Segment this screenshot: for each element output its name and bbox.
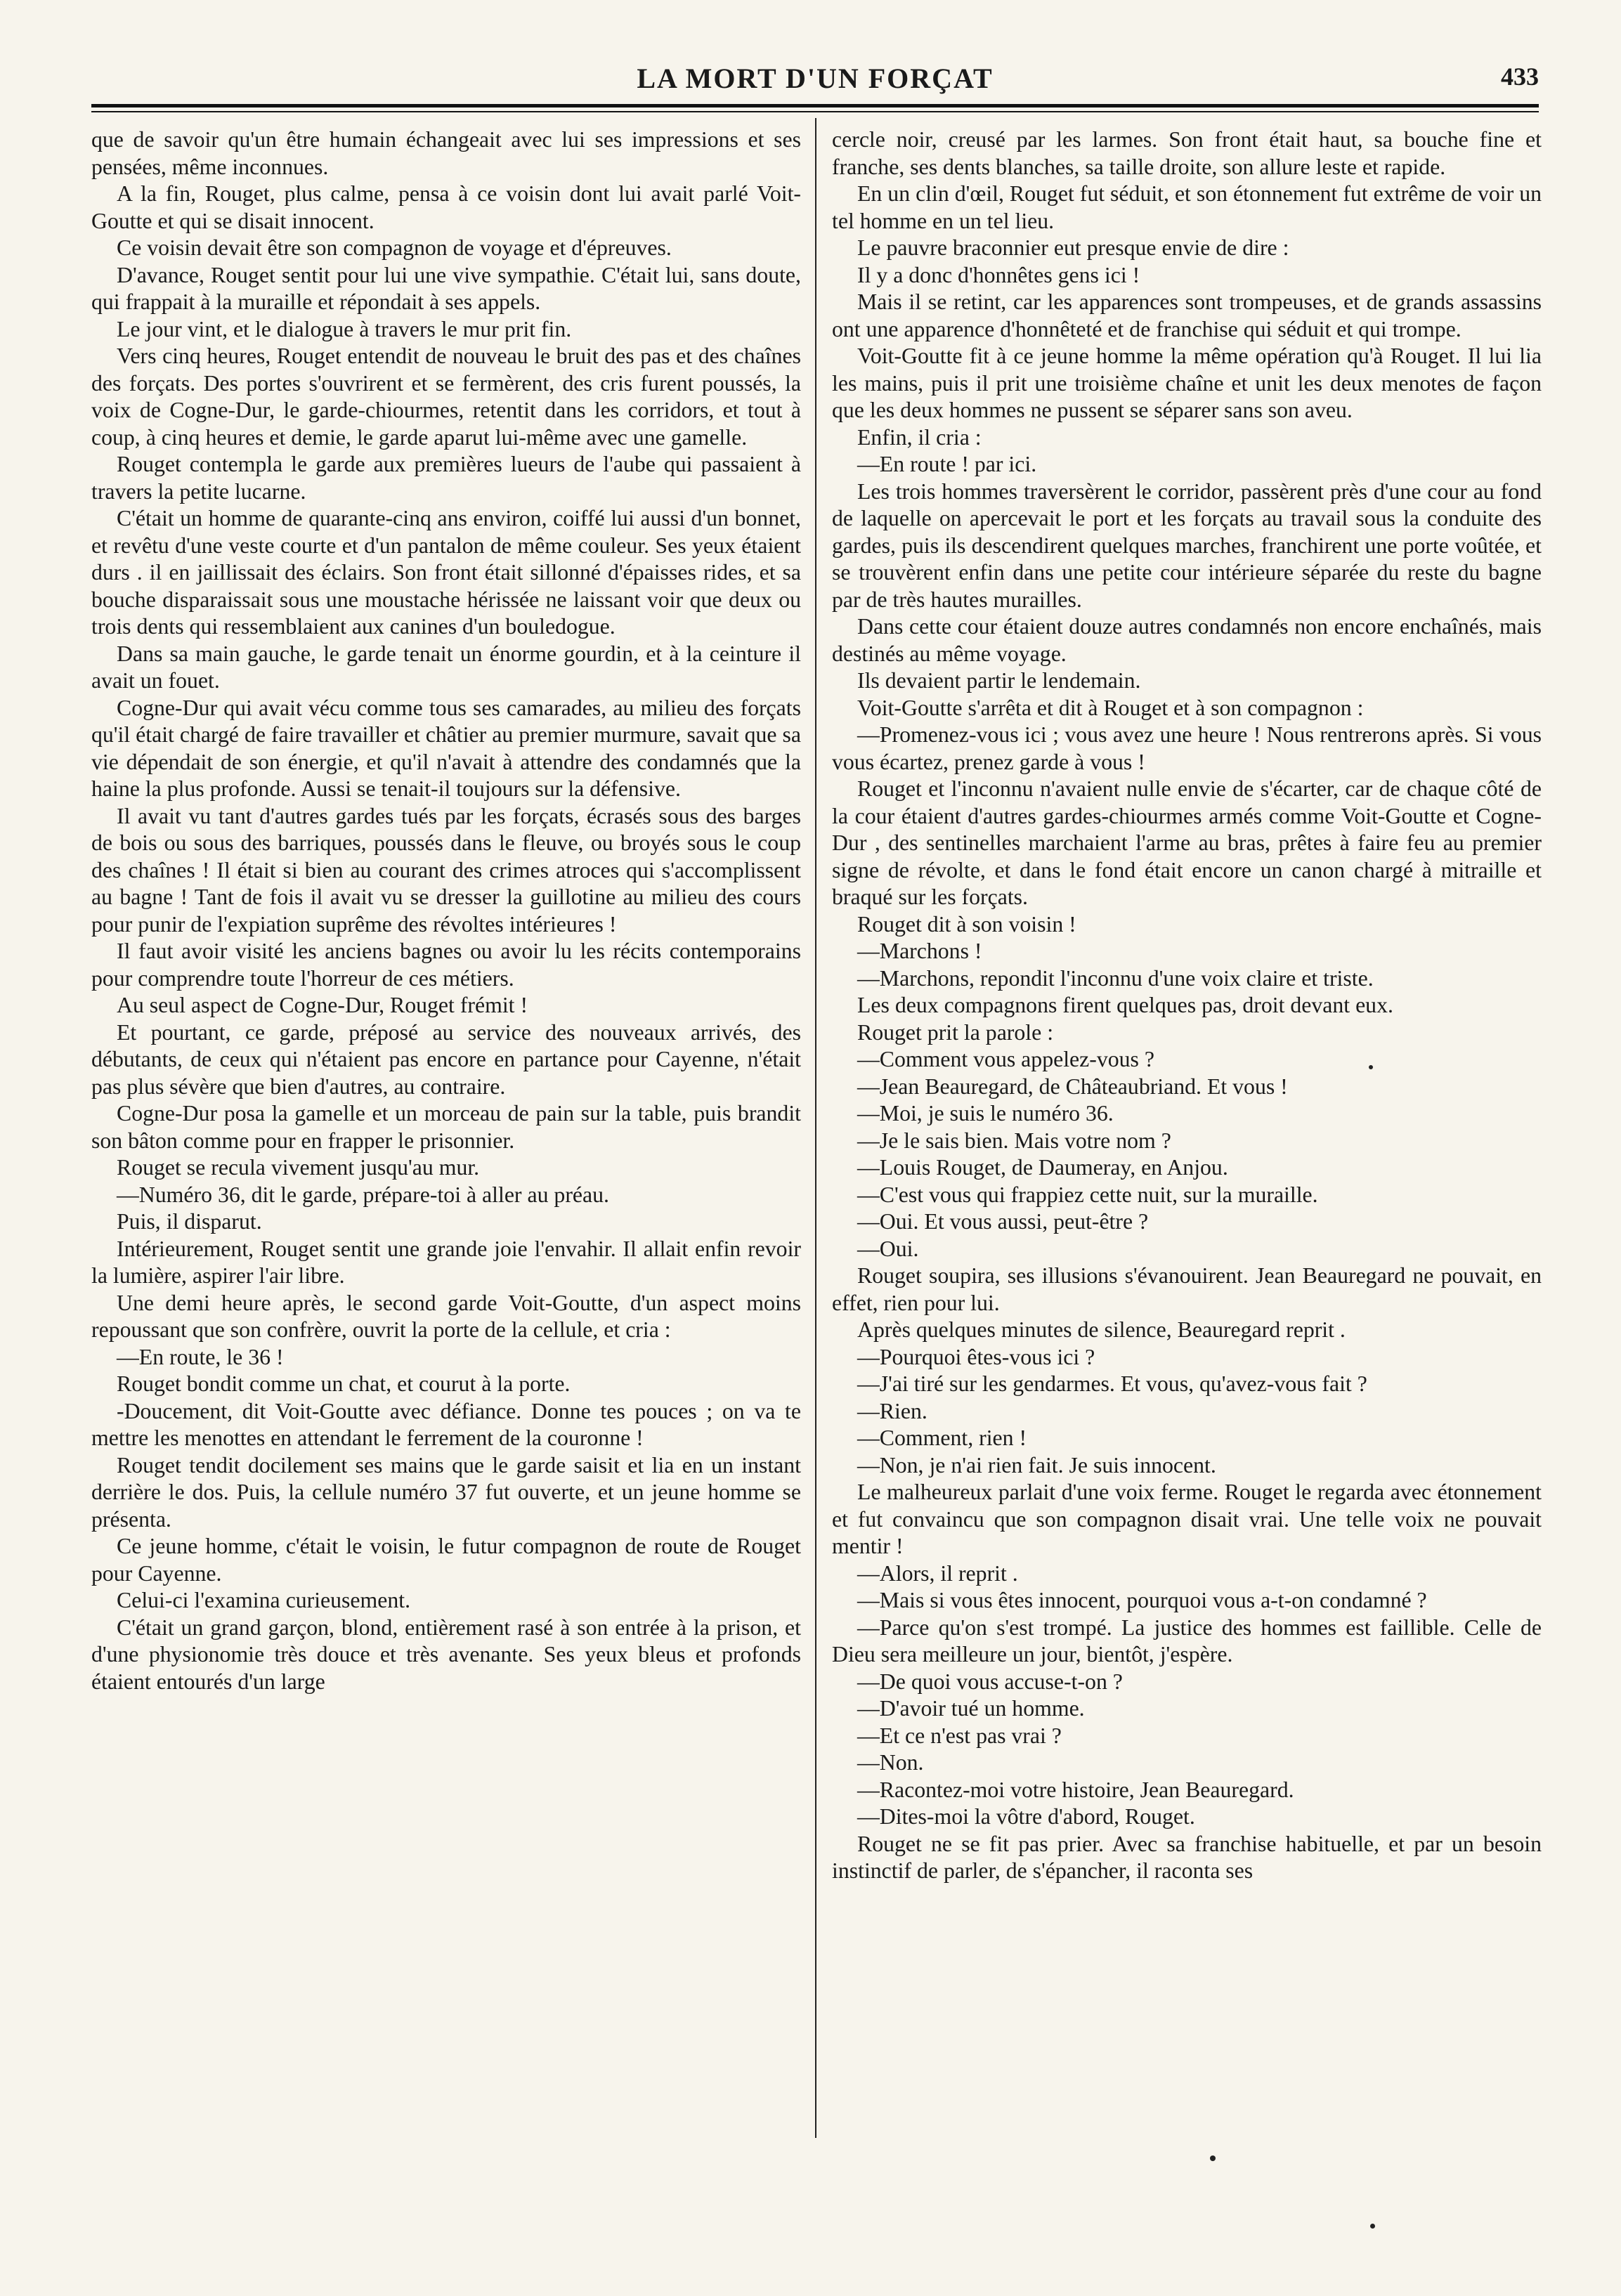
print-speck: [1369, 1065, 1373, 1069]
paragraph: —Non.: [857, 1750, 924, 1775]
paragraph: —Louis Rouget, de Daumeray, en Anjou.: [857, 1155, 1228, 1180]
paragraph: —Marchons !: [857, 939, 982, 963]
column-divider: [815, 118, 816, 2138]
paragraph: —Moi, je suis le numéro 36.: [857, 1101, 1114, 1126]
paragraph: —J'ai tiré sur les gendarmes. Et vous, qu'avez-vous fait ?: [857, 1371, 1367, 1396]
paragraph: Rouget et l'inconnu n'avaient nulle envie de s'écarter, car de chaque côté de la cour étaient d'autres gardes-chiourmes armés comme Voit-Goutte et Cogne-Dur , des sentinelles marchaient l'arme au bras, prêtes à faire feu au premier signe de révolte, et dans le fond était encore un canon chargé à mitraille et braqué sur les forçats.: [832, 776, 1542, 909]
paragraph: A la fin, Rouget, plus calme, pensa à ce voisin dont lui avait parlé Voit-Goutte et qui se disait innocent.: [91, 181, 801, 233]
paragraph: D'avance, Rouget sentit pour lui une vive sympathie. C'était lui, sans doute, qui frappait à la muraille et répondait à ses appels.: [91, 262, 801, 314]
paragraph: —Jean Beauregard, de Châteaubriand. Et vous !: [857, 1074, 1288, 1099]
paragraph: Rouget tendit docilement ses mains que le garde saisit et lia en un instant derrière le dos. Puis, la cellule numéro 37 fut ouverte, et un jeune homme se présenta.: [91, 1452, 801, 1532]
paragraph: —Alors, il reprit .: [857, 1560, 1018, 1586]
paragraph: Ce jeune homme, c'était le voisin, le futur compagnon de route de Rouget pour Cayenne.: [91, 1534, 801, 1586]
paragraph: cercle noir, creusé par les larmes. Son front était haut, sa bouche fine et franche, ses dents blanches, sa taille droite, son allure leste et rapide.: [832, 127, 1542, 179]
paragraph: Une demi heure après, le second garde Voit-Goutte, d'un aspect moins repoussant que son confrère, ouvrit la porte de la cellule, et cria :: [91, 1290, 801, 1342]
paragraph: Au seul aspect de Cogne-Dur, Rouget frémit !: [117, 993, 528, 1017]
paragraph: Cogne-Dur qui avait vécu comme tous ses camarades, au milieu des forçats qu'il était chargé de faire travailler et châtier au premier murmure, savait que sa vie dépendait de son énergie, et qu'il n'avait à attendre des condamnés que la haine la plus profonde. Aussi se tenait-il toujours sur la défensive.: [91, 695, 801, 801]
paragraph: Vers cinq heures, Rouget entendit de nouveau le bruit des pas et des chaînes des forçats. Des portes s'ouvrirent et se fermèrent, des cris furent poussés, la voix de Cogne-Dur, le garde-chiourmes, retentit dans les corridors, et tout à coup, à cinq heures et demie, le garde aparut lui-même avec une gamelle.: [91, 344, 801, 450]
paragraph: Le pauvre braconnier eut presque envie de dire :: [857, 235, 1289, 260]
paragraph: —Dites-moi la vôtre d'abord, Rouget.: [857, 1804, 1195, 1829]
paragraph: —Rien.: [857, 1398, 927, 1423]
paragraph: Enfin, il cria :: [857, 424, 982, 450]
page-title: LA MORT D'UN FORÇAT: [637, 63, 994, 94]
paragraph: —Numéro 36, dit le garde, prépare-toi à aller au préau.: [117, 1182, 609, 1207]
header-rule-thick: [91, 104, 1539, 107]
paragraph: Ils devaient partir le lendemain.: [857, 668, 1141, 693]
paragraph: Il avait vu tant d'autres gardes tués par les forçats, écrasés sous des barges de bois ou sous des barriques, poussés dans le fleuve, ou broyés sous le coup des chaînes ! Il était si bien au courant des crimes atroces qui s'accomplissent au bagne ! Tant de fois il avait vu se dresser la guillotine au milieu des cours pour punir de l'expiation suprême des révoltes intérieures !: [91, 803, 801, 937]
paragraph: Dans sa main gauche, le garde tenait un énorme gourdin, et à la ceinture il avait un fouet.: [91, 641, 801, 693]
paragraph: —Je le sais bien. Mais votre nom ?: [857, 1128, 1171, 1153]
paragraph: —C'est vous qui frappiez cette nuit, sur la muraille.: [857, 1182, 1318, 1207]
paragraph: Rouget bondit comme un chat, et courut à la porte.: [117, 1371, 571, 1396]
left-column: [91, 126, 801, 1695]
paragraph: Puis, il disparut.: [117, 1209, 262, 1234]
paragraph: —De quoi vous accuse-t-on ?: [857, 1669, 1123, 1694]
paragraph: Rouget dit à son voisin !: [857, 911, 1076, 937]
paragraph: —Non, je n'ai rien fait. Je suis innocent.: [857, 1452, 1216, 1478]
paragraph: C'était un homme de quarante-cinq ans environ, coiffé lui aussi d'un bonnet, et revêtu d'une veste courte et d'un pantalon de même couleur. Ses yeux étaient durs . il en jaillissait des éclairs. Son front était sillonné d'épaisses rides, et sa bouche disparaissait sous une moustache hérissée ne laissant voir que deux ou trois dents qui ressemblaient aux canines d'un bouledogue.: [91, 506, 801, 639]
paragraph: Il y a donc d'honnêtes gens ici !: [857, 262, 1140, 287]
paragraph: Cogne-Dur posa la gamelle et un morceau de pain sur la table, puis brandit son bâton comme pour en frapper le prisonnier.: [91, 1101, 801, 1153]
paragraph: -Doucement, dit Voit-Goutte avec défiance. Donne tes pouces ; on va te mettre les menottes en attendant le ferrement de la couronne !: [91, 1398, 801, 1450]
paragraph: —Oui.: [857, 1236, 919, 1261]
paragraph: Ce voisin devait être son compagnon de voyage et d'épreuves.: [117, 235, 672, 260]
right-column: [832, 126, 1542, 1885]
paragraph: —D'avoir tué un homme.: [857, 1696, 1085, 1721]
paragraph: —Parce qu'on s'est trompé. La justice des hommes est faillible. Celle de Dieu sera meilleure un jour, bientôt, j'espère.: [832, 1615, 1542, 1666]
print-speck: [1210, 2155, 1216, 2161]
paragraph: Rouget prit la parole :: [857, 1019, 1054, 1045]
paragraph: C'était un grand garçon, blond, entièrement rasé à son entrée à la prison, et d'une physionomie très douce et très avenante. Ses yeux bleus et profonds étaient entourés d'un large: [91, 1615, 801, 1694]
paragraph: Les trois hommes traversèrent le corridor, passèrent près d'une cour au fond de laquelle on apercevait le port et les forçats au travail sous la conduite des gardes, puis ils descendirent quelques marches, franchirent une porte voûtée, et se trouvèrent enfin dans une petite cour intérieure séparée du reste du bagne par de très hautes murailles.: [832, 478, 1542, 612]
print-speck: [1370, 2224, 1375, 2229]
paragraph: Celui-ci l'examina curieusement.: [117, 1588, 411, 1612]
paragraph: —Pourquoi êtes-vous ici ?: [857, 1344, 1095, 1369]
paragraph: Dans cette cour étaient douze autres condamnés non encore enchaînés, mais destinés au même voyage.: [832, 614, 1542, 666]
paragraph: Intérieurement, Rouget sentit une grande joie l'envahir. Il allait enfin revoir la lumière, aspirer l'air libre.: [91, 1236, 801, 1288]
page-number: 433: [1501, 63, 1539, 91]
header-rule-thin: [91, 111, 1539, 112]
paragraph: Voit-Goutte s'arrêta et dit à Rouget et à son compagnon :: [857, 695, 1364, 720]
paragraph: Après quelques minutes de silence, Beauregard reprit .: [857, 1317, 1346, 1342]
paragraph: —En route, le 36 !: [117, 1344, 284, 1369]
paragraph: —Marchons, repondit l'inconnu d'une voix claire et triste.: [857, 965, 1374, 991]
paragraph: Le malheureux parlait d'une voix ferme. Rouget le regarda avec étonnement et fut convaincu que son compagnon disait vrai. Une telle voix ne pouvait mentir !: [832, 1480, 1542, 1558]
paragraph: En un clin d'œil, Rouget fut séduit, et son étonnement fut extrême de voir un tel homme en un tel lieu.: [832, 181, 1542, 233]
paragraph: —Oui. Et vous aussi, peut-être ?: [857, 1209, 1149, 1234]
paragraph: —Mais si vous êtes innocent, pourquoi vous a-t-on condamné ?: [857, 1588, 1427, 1612]
paragraph: —Comment vous appelez-vous ?: [857, 1047, 1154, 1071]
paragraph: Rouget ne se fit pas prier. Avec sa franchise habituelle, et par un besoin instinctif de parler, de s'épancher, il raconta ses: [832, 1831, 1542, 1883]
paragraph: Il faut avoir visité les anciens bagnes ou avoir lu les récits contemporains pour comprendre toute l'horreur de ces métiers.: [91, 939, 801, 991]
paragraph: —Et ce n'est pas vrai ?: [857, 1723, 1062, 1748]
paragraph: Voit-Goutte fit à ce jeune homme la même opération qu'à Rouget. Il lui lia les mains, puis il prit une troisième chaîne et unit les deux menotes de façon que les deux hommes ne pussent se séparer sans son aveu.: [832, 344, 1542, 422]
paragraph: —Comment, rien !: [857, 1426, 1027, 1450]
paragraph: Rouget soupira, ses illusions s'évanouirent. Jean Beauregard ne pouvait, en effet, rien pour lui.: [832, 1263, 1542, 1315]
paragraph: —Racontez-moi votre histoire, Jean Beauregard.: [857, 1777, 1294, 1802]
paragraph: que de savoir qu'un être humain échangeait avec lui ses impressions et ses pensées, même inconnues.: [91, 127, 801, 179]
paragraph: Le jour vint, et le dialogue à travers le mur prit fin.: [117, 316, 572, 341]
paragraph: Mais il se retint, car les apparences sont trompeuses, et de grands assassins ont une apparence d'honnêteté et de franchise qui séduit et qui trompe.: [832, 289, 1542, 341]
paragraph: Les deux compagnons firent quelques pas, droit devant eux.: [857, 993, 1393, 1017]
paragraph: Rouget contempla le garde aux premières lueurs de l'aube qui passaient à travers la petite lucarne.: [91, 452, 801, 504]
paragraph: Et pourtant, ce garde, préposé au service des nouveaux arrivés, des débutants, de ceux qui n'étaient pas encore en partance pour Cayenne, n'était pas plus sévère que bien d'autres, au contraire.: [91, 1019, 801, 1099]
paragraph: —En route ! par ici.: [857, 452, 1037, 476]
paragraph: Rouget se recula vivement jusqu'au mur.: [117, 1155, 480, 1180]
paragraph: —Promenez-vous ici ; vous avez une heure ! Nous rentrerons après. Si vous vous écartez, prenez garde à vous !: [832, 722, 1542, 774]
running-header: [91, 62, 1539, 104]
